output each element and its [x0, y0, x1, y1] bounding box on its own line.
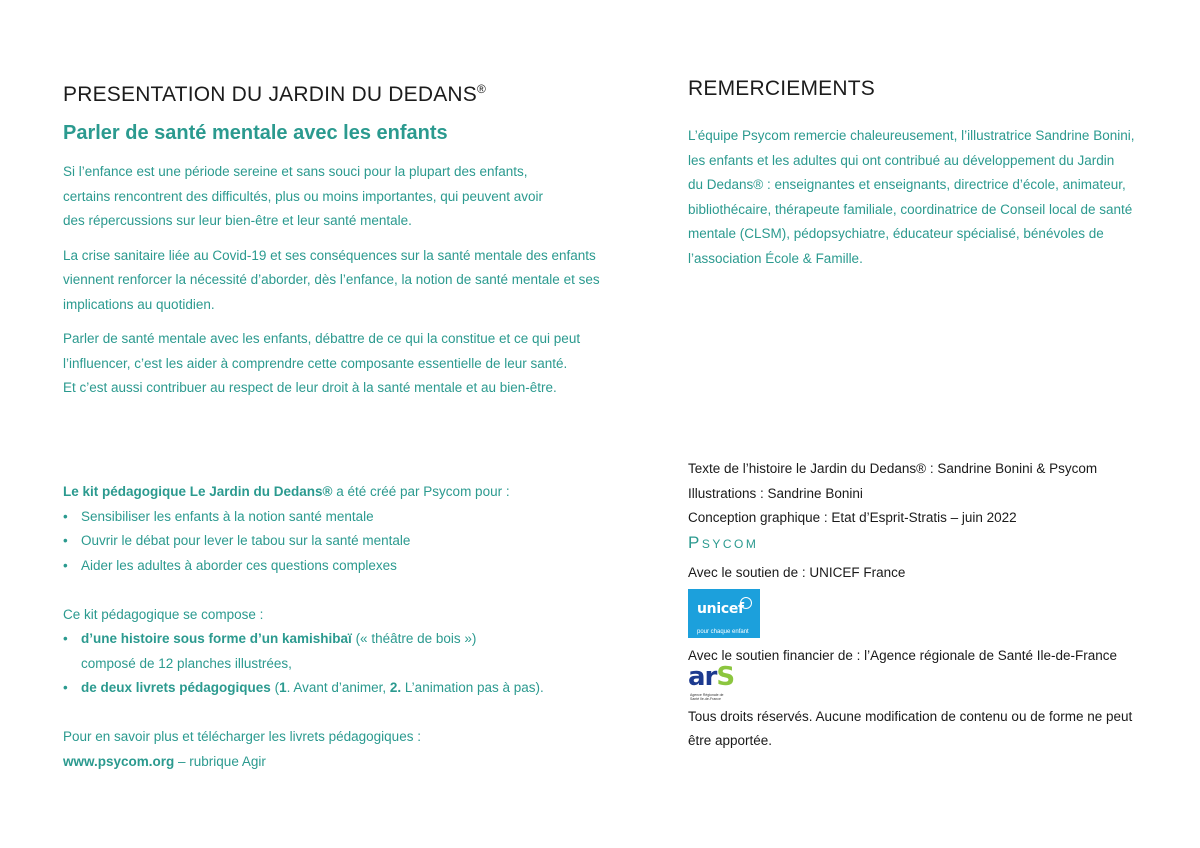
component-rest: (« théâtre de bois »)	[351, 631, 477, 646]
text-line: mentale (CLSM), pédopsychiatre, éducateur spécialisé, bénévoles de	[688, 226, 1104, 241]
component-rest: L’animation pas à pas).	[401, 680, 544, 695]
text-line: viennent renforcer la nécessité d’aborder, dès l’enfance, la notion de santé mentale et ses	[63, 272, 600, 287]
text-line: implications au quotidien.	[63, 296, 215, 312]
website-section: – rubrique Agir	[174, 753, 266, 769]
goal-item	[63, 505, 623, 530]
text-line: les enfants et les adultes qui ont contribué au développement du Jardin	[688, 152, 1115, 168]
thanks-paragraph	[688, 124, 1148, 271]
kit-section	[63, 480, 623, 774]
component-continuation: composé de 12 planches illustrées,	[81, 655, 292, 671]
text-line: Et c’est aussi contribuer au respect de leur droit à la santé mentale et au bien-être.	[63, 380, 557, 395]
presentation-subheading: Parler de santé mentale avec les enfants	[63, 122, 448, 144]
text-line: certains rencontrent des difficultés, plus ou moins importantes, qui peuvent avoir	[63, 188, 544, 204]
intro-paragraph	[63, 160, 623, 234]
text-line: l’association École & Famille.	[688, 250, 863, 266]
registered-mark: ®	[477, 82, 487, 96]
credits-section	[688, 457, 1158, 754]
covid-paragraph	[63, 244, 623, 318]
website-line	[63, 750, 623, 775]
text-line: L’équipe Psycom remercie chaleureusement, l’illustratrice Sandrine Bonini,	[688, 128, 1135, 143]
unicef-logo-tagline: pour chaque enfant	[697, 629, 749, 635]
ars-support: Avec le soutien financier de : l’Agence régionale de Santé Ile-de-France	[688, 648, 1118, 663]
more-info-text: Pour en savoir plus et télécharger les livrets pédagogiques :	[63, 729, 421, 744]
goal-text: Ouvrir le débat pour lever le tabou sur la santé mentale	[81, 533, 411, 548]
bullet: •	[63, 631, 68, 646]
kit-intro-bold: Le kit pédagogique Le Jardin du Dedans®	[63, 484, 333, 499]
component-item	[63, 676, 623, 701]
thanks-section	[688, 76, 1148, 271]
presentation-heading-text: PRESENTATION DU JARDIN DU DEDANS	[63, 83, 477, 106]
presentation-section	[63, 76, 623, 401]
goal-item	[63, 554, 623, 579]
bullet: •	[63, 508, 68, 524]
text-line: des répercussions sur leur bien-être et leur santé mentale.	[63, 213, 412, 228]
bullet: •	[63, 557, 68, 573]
presentation-heading	[63, 76, 623, 108]
unicef-logo-name: unicef	[697, 601, 744, 617]
component-rest: . Avant d’animer,	[286, 680, 390, 695]
text-line: l’influencer, c’est les aider à comprendre cette composante essentielle de leur santé.	[63, 355, 568, 371]
design-credit: Conception graphique : Etat d’Esprit-Stratis – juin 2022	[688, 510, 1017, 525]
text-line: Si l’enfance est une période sereine et sans souci pour la plupart des enfants,	[63, 164, 528, 179]
text-line: Tous droits réservés. Aucune modification de contenu ou de forme ne peut	[688, 708, 1133, 724]
bullet: •	[63, 533, 68, 548]
component-rest: (	[270, 680, 280, 695]
goal-text: Sensibiliser les enfants à la notion santé mentale	[81, 508, 374, 524]
booklet-number: 2.	[389, 680, 402, 695]
ars-logo-text	[688, 661, 735, 692]
illustration-credit: Illustrations : Sandrine Bonini	[688, 485, 863, 501]
text-line: du Dedans® : enseignantes et enseignants, directrice d’école, animateur,	[688, 177, 1126, 192]
ars-logo-ar: ar	[688, 661, 717, 692]
globe-icon	[740, 597, 752, 609]
ars-logo-s: S	[716, 661, 735, 692]
text-line: être apportée.	[688, 733, 773, 748]
psycom-logo: Psycom	[688, 532, 759, 552]
thanks-heading: REMERCIEMENTS	[688, 77, 875, 100]
rights-notice	[688, 705, 1158, 754]
bullet: •	[63, 680, 68, 695]
unicef-logo	[688, 589, 760, 638]
ars-logo	[688, 661, 1158, 701]
text-credit: Texte de l’histoire le Jardin du Dedans® : Sandrine Bonini & Psycom	[688, 461, 1098, 476]
kit-intro	[63, 480, 623, 505]
booklet-number: 1	[279, 680, 287, 695]
component-bold: d’une histoire sous forme d’un kamishibaï	[81, 631, 352, 646]
text-line: La crise sanitaire liée au Covid-19 et ses conséquences sur la santé mentale des enfants	[63, 247, 596, 263]
component-item	[63, 627, 623, 652]
component-bold: de deux livrets pédagogiques	[81, 680, 271, 695]
website-link[interactable]: www.psycom.org	[63, 753, 175, 769]
purpose-paragraph	[63, 327, 623, 401]
ars-logo-tagline: Agence Régionale de Santé Ile-de-France	[690, 692, 724, 701]
compose-title: Ce kit pédagogique se compose :	[63, 606, 264, 622]
goal-text: Aider les adultes à aborder ces questions complexes	[81, 557, 397, 573]
kit-intro-rest: a été créé par Psycom pour :	[332, 484, 510, 499]
goal-item	[63, 529, 623, 554]
text-line: Parler de santé mentale avec les enfants, débattre de ce qui la constitue et ce qui peut	[63, 331, 581, 346]
text-line: bibliothécaire, thérapeute familiale, coordinatrice de Conseil local de santé	[688, 201, 1133, 217]
unicef-support: Avec le soutien de : UNICEF France	[688, 564, 906, 580]
